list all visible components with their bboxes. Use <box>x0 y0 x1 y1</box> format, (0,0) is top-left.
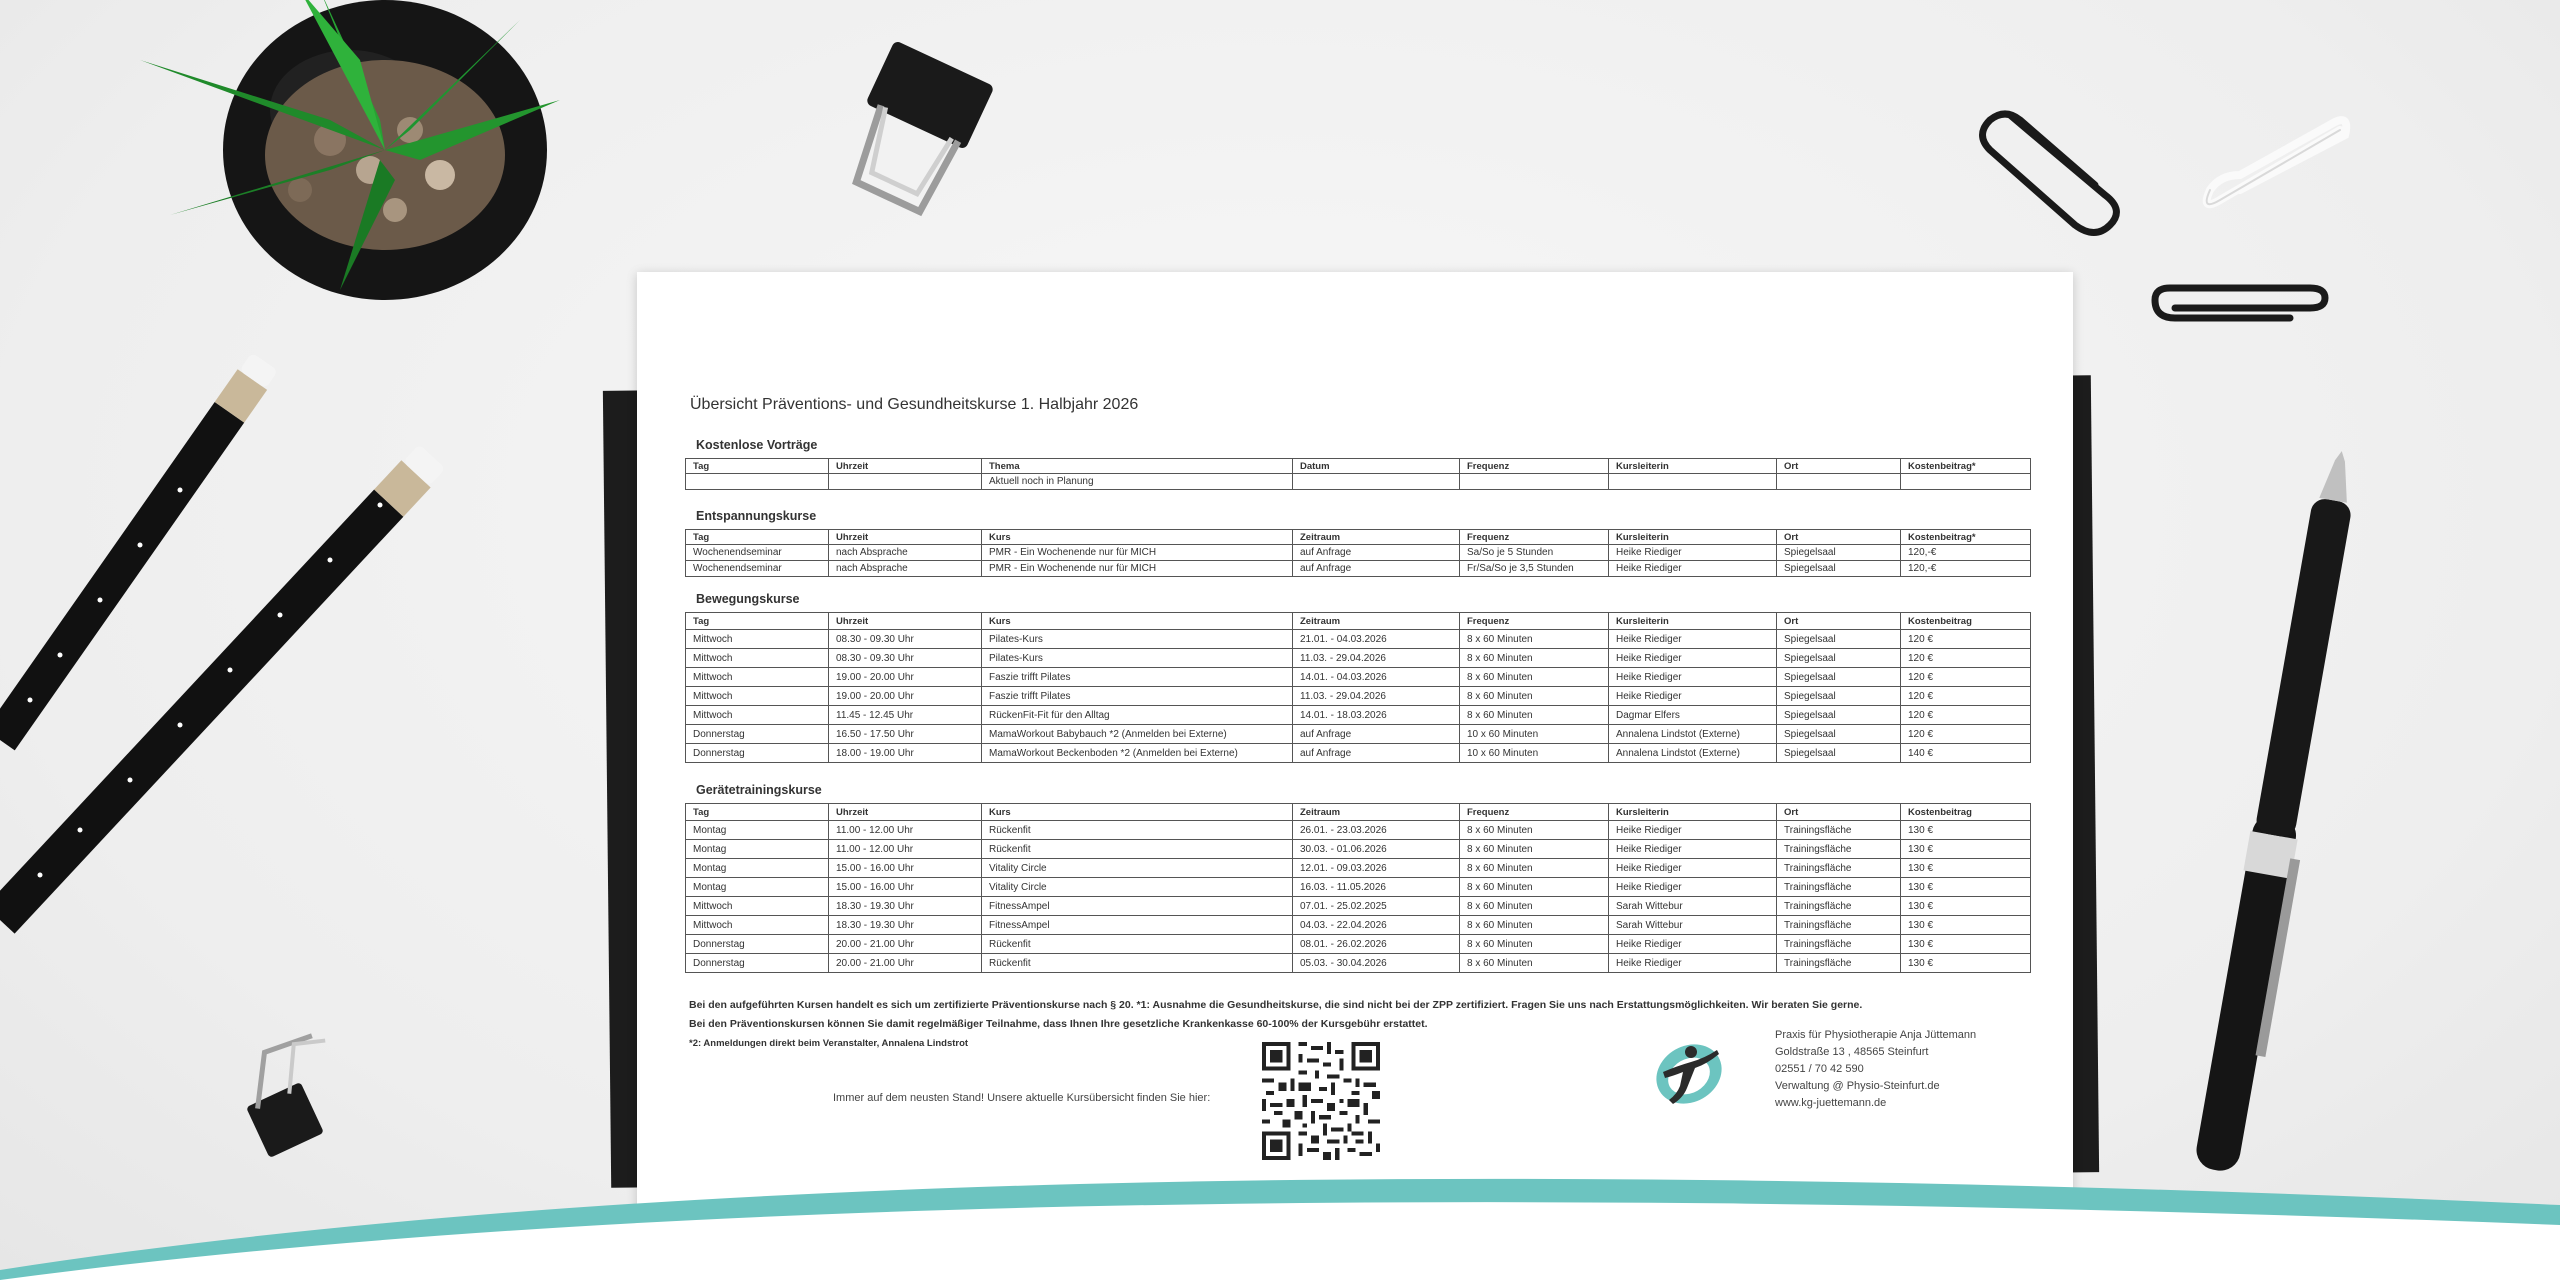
table-cell: Heike Riediger <box>1609 878 1777 897</box>
column-header: Kostenbeitrag* <box>1901 530 2031 545</box>
table-cell: 8 x 60 Minuten <box>1460 668 1609 687</box>
table-cell: 18.00 - 19.00 Uhr <box>829 744 982 763</box>
table-cell: Trainingsfläche <box>1777 840 1901 859</box>
section-title-geraete: Gerätetrainingskurse <box>696 783 822 797</box>
table-cell: Aktuell noch in Planung <box>982 474 1293 490</box>
course-overview-sheet <box>637 272 2073 1220</box>
table-cell: Heike Riediger <box>1609 954 1777 973</box>
column-header: Tag <box>686 804 829 821</box>
table-header-row <box>686 459 2031 474</box>
column-header: Kursleiterin <box>1609 613 1777 630</box>
table-cell: 120,-€ <box>1901 561 2031 577</box>
table-cell: Trainingsfläche <box>1777 897 1901 916</box>
table-row <box>686 561 2031 577</box>
table-cell: Annalena Lindstot (Externe) <box>1609 725 1777 744</box>
table-cell: Spiegelsaal <box>1777 545 1901 561</box>
table-cell: Spiegelsaal <box>1777 649 1901 668</box>
section-title-entspannung: Entspannungskurse <box>696 509 817 523</box>
column-header: Kursleiterin <box>1609 459 1777 474</box>
footer-wave <box>0 1150 2560 1280</box>
table-cell: 18.30 - 19.30 Uhr <box>829 897 982 916</box>
table-cell: 04.03. - 22.04.2026 <box>1293 916 1460 935</box>
pen <box>2191 447 2371 1175</box>
column-header: Uhrzeit <box>829 459 982 474</box>
table-cell: Trainingsfläche <box>1777 954 1901 973</box>
table-cell: Sarah Wittebur <box>1609 897 1777 916</box>
column-header: Kurs <box>982 530 1293 545</box>
table-header-row <box>686 530 2031 545</box>
table-cell: Trainingsfläche <box>1777 916 1901 935</box>
table-cell: Faszie trifft Pilates <box>982 668 1293 687</box>
table-cell: 120 € <box>1901 649 2031 668</box>
footnote-line-3: *2: Anmeldungen direkt beim Veranstalter, Annalena Lindstrot <box>689 1038 969 1049</box>
table-cell: Mittwoch <box>686 916 829 935</box>
table-cell: 11.45 - 12.45 Uhr <box>829 706 982 725</box>
table-cell: 8 x 60 Minuten <box>1460 935 1609 954</box>
table-row <box>686 687 2031 706</box>
table-cell: 11.00 - 12.00 Uhr <box>829 821 982 840</box>
table-cell: Trainingsfläche <box>1777 935 1901 954</box>
table-cell: 20.00 - 21.00 Uhr <box>829 935 982 954</box>
table-geraete <box>685 803 2031 973</box>
table-cell: Donnerstag <box>686 725 829 744</box>
table-row <box>686 916 2031 935</box>
table-cell <box>1777 474 1901 490</box>
table-cell: 130 € <box>1901 878 2031 897</box>
table-cell: Mittwoch <box>686 649 829 668</box>
table-entspannung <box>685 529 2031 577</box>
table-cell: 130 € <box>1901 821 2031 840</box>
column-header: Frequenz <box>1460 804 1609 821</box>
table-vortraege <box>685 458 2031 490</box>
table-cell: 19.00 - 20.00 Uhr <box>829 668 982 687</box>
table-cell: 19.00 - 20.00 Uhr <box>829 687 982 706</box>
column-header: Tag <box>686 613 829 630</box>
practice-logo-icon <box>1647 1032 1727 1112</box>
table-cell: 10 x 60 Minuten <box>1460 744 1609 763</box>
table-cell: 120 € <box>1901 706 2031 725</box>
footnote-line-1: Bei den aufgeführten Kursen handelt es sich um zertifizierte Präventionskurse nach § 20. *1: Ausnahme die Gesundheitskurse, die sind nicht bei der ZPP zertifiziert. Fragen Sie uns nach Erstattungsmöglichkeiten. Wir beraten Sie gerne. <box>689 999 1863 1011</box>
table-cell: 11.03. - 29.04.2026 <box>1293 649 1460 668</box>
table-cell: 8 x 60 Minuten <box>1460 916 1609 935</box>
column-header: Frequenz <box>1460 459 1609 474</box>
table-cell: Donnerstag <box>686 935 829 954</box>
column-header: Kurs <box>982 804 1293 821</box>
table-cell: Heike Riediger <box>1609 630 1777 649</box>
table-cell: 120,-€ <box>1901 545 2031 561</box>
table-header-row <box>686 804 2031 821</box>
table-row <box>686 744 2031 763</box>
table-cell: Heike Riediger <box>1609 561 1777 577</box>
column-header: Uhrzeit <box>829 530 982 545</box>
table-cell: Pilates-Kurs <box>982 630 1293 649</box>
table-cell: 120 € <box>1901 725 2031 744</box>
practice-website[interactable]: www.kg-juettemann.de <box>1775 1097 1887 1109</box>
table-cell: 130 € <box>1901 897 2031 916</box>
table-cell: Spiegelsaal <box>1777 706 1901 725</box>
table-row <box>686 474 2031 490</box>
binder-clip-top <box>834 40 995 218</box>
table-row <box>686 706 2031 725</box>
table-cell: 140 € <box>1901 744 2031 763</box>
table-cell: 8 x 60 Minuten <box>1460 706 1609 725</box>
table-cell: FitnessAmpel <box>982 897 1293 916</box>
table-cell: 15.00 - 16.00 Uhr <box>829 878 982 897</box>
table-cell: Spiegelsaal <box>1777 668 1901 687</box>
table-cell: RückenFit-Fit für den Alltag <box>982 706 1293 725</box>
table-cell: Mittwoch <box>686 897 829 916</box>
table-cell: 130 € <box>1901 859 2031 878</box>
table-cell: Pilates-Kurs <box>982 649 1293 668</box>
table-cell: MamaWorkout Beckenboden *2 (Anmelden bei Externe) <box>982 744 1293 763</box>
table-cell: Donnerstag <box>686 954 829 973</box>
table-cell: 8 x 60 Minuten <box>1460 878 1609 897</box>
table-cell: auf Anfrage <box>1293 744 1460 763</box>
table-cell: Rückenfit <box>982 840 1293 859</box>
table-cell: 130 € <box>1901 840 2031 859</box>
table-cell: Rückenfit <box>982 954 1293 973</box>
table-row <box>686 545 2031 561</box>
table-cell: auf Anfrage <box>1293 725 1460 744</box>
table-cell: 8 x 60 Minuten <box>1460 859 1609 878</box>
table-cell: Trainingsfläche <box>1777 859 1901 878</box>
table-cell: MamaWorkout Babybauch *2 (Anmelden bei Externe) <box>982 725 1293 744</box>
practice-phone: 02551 / 70 42 590 <box>1775 1063 1864 1075</box>
table-cell: 120 € <box>1901 687 2031 706</box>
table-cell: Donnerstag <box>686 744 829 763</box>
column-header: Ort <box>1777 459 1901 474</box>
pencils <box>0 351 447 933</box>
column-header: Zeitraum <box>1293 530 1460 545</box>
table-cell: PMR - Ein Wochenende nur für MICH <box>982 545 1293 561</box>
table-cell: 07.01. - 25.02.2025 <box>1293 897 1460 916</box>
table-cell: Vitality Circle <box>982 859 1293 878</box>
table-cell: Montag <box>686 840 829 859</box>
table-cell: Montag <box>686 821 829 840</box>
table-cell: 14.01. - 04.03.2026 <box>1293 668 1460 687</box>
table-row <box>686 649 2031 668</box>
table-cell: Heike Riediger <box>1609 649 1777 668</box>
column-header: Frequenz <box>1460 613 1609 630</box>
contact-block <box>1775 1027 1976 1112</box>
table-cell: Heike Riediger <box>1609 859 1777 878</box>
table-cell: Wochenendseminar <box>686 561 829 577</box>
column-header: Ort <box>1777 613 1901 630</box>
table-cell <box>1460 474 1609 490</box>
table-cell: 8 x 60 Minuten <box>1460 821 1609 840</box>
table-cell: Spiegelsaal <box>1777 561 1901 577</box>
table-cell <box>829 474 982 490</box>
table-cell: Trainingsfläche <box>1777 821 1901 840</box>
table-cell: Heike Riediger <box>1609 687 1777 706</box>
table-cell: 15.00 - 16.00 Uhr <box>829 859 982 878</box>
table-cell: 16.03. - 11.05.2026 <box>1293 878 1460 897</box>
table-cell: Rückenfit <box>982 935 1293 954</box>
table-row <box>686 668 2031 687</box>
column-header: Thema <box>982 459 1293 474</box>
column-header: Uhrzeit <box>829 613 982 630</box>
table-cell: auf Anfrage <box>1293 545 1460 561</box>
table-header-row <box>686 613 2031 630</box>
column-header: Datum <box>1293 459 1460 474</box>
column-header: Kostenbeitrag <box>1901 613 2031 630</box>
document-title: Übersicht Präventions- und Gesundheitskurse 1. Halbjahr 2026 <box>690 396 1139 413</box>
table-cell: 130 € <box>1901 954 2031 973</box>
table-cell: Dagmar Elfers <box>1609 706 1777 725</box>
table-bewegung <box>685 612 2031 763</box>
column-header: Tag <box>686 530 829 545</box>
table-cell <box>686 474 829 490</box>
table-row <box>686 897 2031 916</box>
practice-email[interactable]: Verwaltung @ Physio-Steinfurt.de <box>1775 1080 1940 1092</box>
table-cell: 120 € <box>1901 630 2031 649</box>
table-cell: 08.01. - 26.02.2026 <box>1293 935 1460 954</box>
table-cell: 21.01. - 04.03.2026 <box>1293 630 1460 649</box>
table-row <box>686 840 2031 859</box>
table-cell: 20.00 - 21.00 Uhr <box>829 954 982 973</box>
table-cell: 8 x 60 Minuten <box>1460 687 1609 706</box>
table-row <box>686 725 2031 744</box>
table-cell: FitnessAmpel <box>982 916 1293 935</box>
table-cell: Montag <box>686 859 829 878</box>
table-cell: Heike Riediger <box>1609 545 1777 561</box>
table-cell: 8 x 60 Minuten <box>1460 630 1609 649</box>
column-header: Kursleiterin <box>1609 804 1777 821</box>
plant-pot <box>140 0 560 300</box>
qr-code[interactable] <box>1262 1042 1380 1160</box>
column-header: Uhrzeit <box>829 804 982 821</box>
table-cell: PMR - Ein Wochenende nur für MICH <box>982 561 1293 577</box>
table-cell: 11.03. - 29.04.2026 <box>1293 687 1460 706</box>
table-cell: 14.01. - 18.03.2026 <box>1293 706 1460 725</box>
table-cell: 130 € <box>1901 935 2031 954</box>
table-cell: Sarah Wittebur <box>1609 916 1777 935</box>
table-cell <box>1609 474 1777 490</box>
column-header: Zeitraum <box>1293 613 1460 630</box>
footnote-line-2: Bei den Präventionskursen können Sie damit regelmäßiger Teilnahme, dass Ihnen Ihre gesetzliche Krankenkasse 60-100% der Kursgebühr erstattet. <box>689 1018 1428 1030</box>
table-row <box>686 859 2031 878</box>
table-cell: Spiegelsaal <box>1777 630 1901 649</box>
table-cell: Mittwoch <box>686 668 829 687</box>
table-cell: Mittwoch <box>686 706 829 725</box>
column-header: Kostenbeitrag <box>1901 804 2031 821</box>
column-header: Ort <box>1777 530 1901 545</box>
table-cell: Spiegelsaal <box>1777 687 1901 706</box>
table-cell: Wochenendseminar <box>686 545 829 561</box>
table-cell: nach Absprache <box>829 545 982 561</box>
table-cell: nach Absprache <box>829 561 982 577</box>
table-cell: 12.01. - 09.03.2026 <box>1293 859 1460 878</box>
section-title-bewegung: Bewegungskurse <box>696 592 800 606</box>
table-cell: Mittwoch <box>686 687 829 706</box>
table-row <box>686 954 2031 973</box>
table-cell: 08.30 - 09.30 Uhr <box>829 649 982 668</box>
table-cell: 26.01. - 23.03.2026 <box>1293 821 1460 840</box>
column-header: Ort <box>1777 804 1901 821</box>
table-cell: 18.30 - 19.30 Uhr <box>829 916 982 935</box>
table-cell <box>1901 474 2031 490</box>
table-cell: 11.00 - 12.00 Uhr <box>829 840 982 859</box>
table-cell: 16.50 - 17.50 Uhr <box>829 725 982 744</box>
table-cell: 8 x 60 Minuten <box>1460 649 1609 668</box>
table-cell: 10 x 60 Minuten <box>1460 725 1609 744</box>
practice-name: Praxis für Physiotherapie Anja Jüttemann <box>1775 1029 1977 1041</box>
table-cell: Mittwoch <box>686 630 829 649</box>
binder-clip-bottom <box>228 1027 360 1158</box>
table-cell: 130 € <box>1901 916 2031 935</box>
table-cell: Annalena Lindstot (Externe) <box>1609 744 1777 763</box>
table-cell: 05.03. - 30.04.2026 <box>1293 954 1460 973</box>
table-cell: Heike Riediger <box>1609 840 1777 859</box>
column-header: Kurs <box>982 613 1293 630</box>
table-cell: Vitality Circle <box>982 878 1293 897</box>
table-cell: 8 x 60 Minuten <box>1460 954 1609 973</box>
table-cell: Spiegelsaal <box>1777 725 1901 744</box>
column-header: Kostenbeitrag* <box>1901 459 2031 474</box>
table-cell: Montag <box>686 878 829 897</box>
table-cell: Heike Riediger <box>1609 821 1777 840</box>
table-row <box>686 878 2031 897</box>
column-header: Zeitraum <box>1293 804 1460 821</box>
table-cell: 8 x 60 Minuten <box>1460 897 1609 916</box>
table-cell: Faszie trifft Pilates <box>982 687 1293 706</box>
column-header: Frequenz <box>1460 530 1609 545</box>
column-header: Kursleiterin <box>1609 530 1777 545</box>
section-title-vortraege: Kostenlose Vorträge <box>696 438 818 452</box>
table-cell: 120 € <box>1901 668 2031 687</box>
table-cell: Heike Riediger <box>1609 935 1777 954</box>
table-cell: 30.03. - 01.06.2026 <box>1293 840 1460 859</box>
table-cell: Sa/So je 5 Stunden <box>1460 545 1609 561</box>
table-cell: auf Anfrage <box>1293 561 1460 577</box>
table-cell: Fr/Sa/So je 3,5 Stunden <box>1460 561 1609 577</box>
table-cell: Heike Riediger <box>1609 668 1777 687</box>
table-row <box>686 630 2031 649</box>
table-row <box>686 821 2031 840</box>
table-row <box>686 935 2031 954</box>
table-cell: 8 x 60 Minuten <box>1460 840 1609 859</box>
qr-caption: Immer auf dem neusten Stand! Unsere aktuelle Kursübersicht finden Sie hier: <box>833 1092 1211 1104</box>
practice-address: Goldstraße 13 , 48565 Steinfurt <box>1775 1046 1929 1058</box>
table-cell: Spiegelsaal <box>1777 744 1901 763</box>
table-cell <box>1293 474 1460 490</box>
table-cell: Trainingsfläche <box>1777 878 1901 897</box>
column-header: Tag <box>686 459 829 474</box>
table-cell: Rückenfit <box>982 821 1293 840</box>
table-cell: 08.30 - 09.30 Uhr <box>829 630 982 649</box>
